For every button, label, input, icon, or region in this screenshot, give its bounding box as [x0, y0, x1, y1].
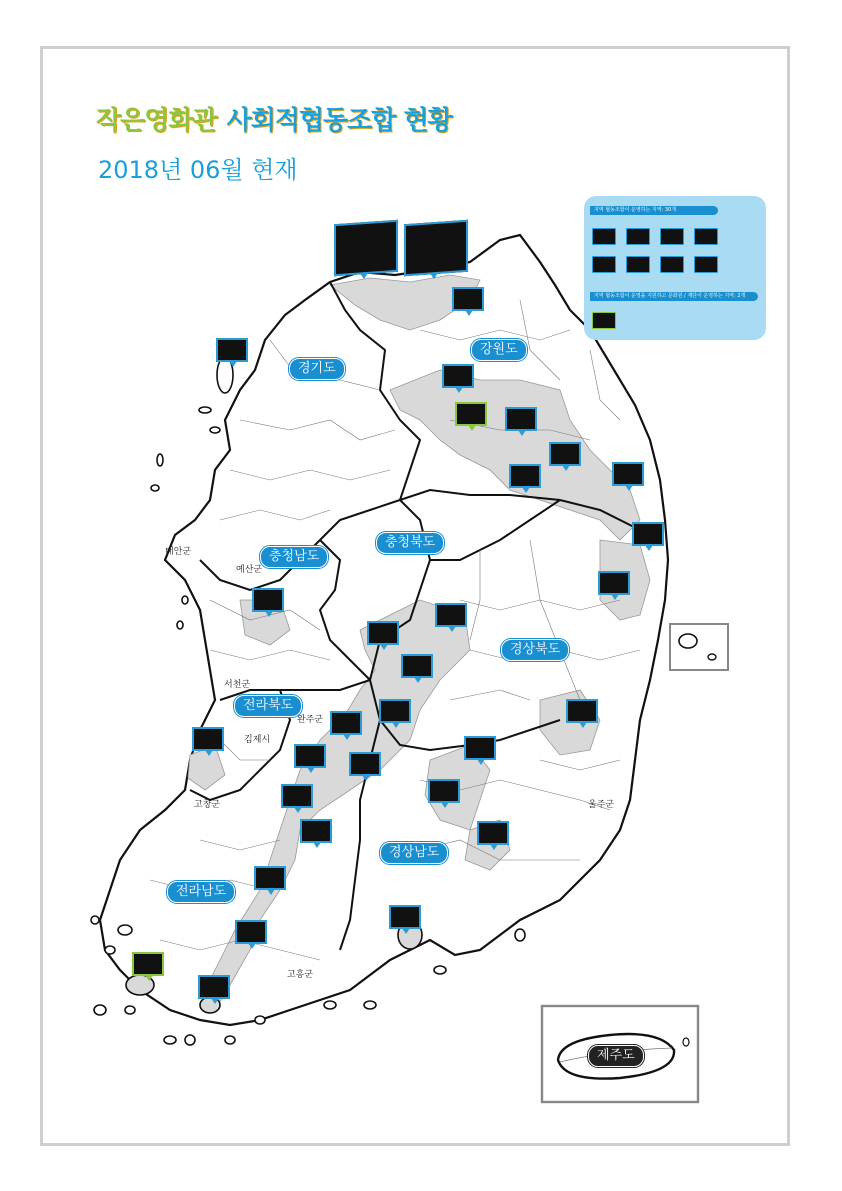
cinema-marker[interactable] — [294, 744, 326, 768]
title-part2: 사회적협동조합 현황 — [226, 106, 452, 136]
ulleungdo-inset — [670, 624, 728, 670]
map-legend — [584, 196, 766, 340]
cinema-marker[interactable] — [330, 711, 362, 735]
county-yesan: 예산군 — [236, 565, 263, 575]
label-jeonbuk: 전라북도 — [234, 695, 302, 717]
cinema-marker[interactable] — [367, 621, 399, 645]
label-gyeongbuk: 경상북도 — [501, 639, 569, 661]
legend-line-2: 지역 협동조합이 운영을 지원하고 문화원 / 재단이 운영하는 지역: 2개 — [590, 292, 758, 301]
label-gangwon: 강원도 — [471, 339, 527, 361]
cinema-marker-supported[interactable] — [455, 402, 487, 426]
label-jeonnam: 전라남도 — [167, 881, 235, 903]
cinema-marker[interactable] — [334, 220, 398, 276]
cinema-marker[interactable] — [379, 699, 411, 723]
cinema-marker[interactable] — [428, 779, 460, 803]
cinema-marker[interactable] — [198, 975, 230, 999]
legend-marker-icon — [626, 228, 650, 245]
cinema-marker[interactable] — [300, 819, 332, 843]
label-chungbuk: 충청북도 — [376, 532, 444, 554]
cinema-marker[interactable] — [252, 588, 284, 612]
cinema-marker[interactable] — [349, 752, 381, 776]
cinema-marker[interactable] — [612, 462, 644, 486]
legend-line-1: 지역 협동조합이 운영하는 지역: 30개 — [590, 206, 718, 215]
legend-marker-green-icon — [592, 312, 616, 329]
cinema-marker[interactable] — [598, 571, 630, 595]
label-gyeongnam: 경상남도 — [380, 842, 448, 864]
county-seocheon: 서천군 — [224, 680, 251, 690]
cinema-marker-supported[interactable] — [132, 952, 164, 976]
cinema-marker[interactable] — [254, 866, 286, 890]
cinema-marker[interactable] — [192, 727, 224, 751]
county-goheung: 고흥군 — [287, 970, 314, 980]
cinema-marker[interactable] — [401, 654, 433, 678]
cinema-marker[interactable] — [549, 442, 581, 466]
cinema-marker[interactable] — [632, 522, 664, 546]
cinema-marker[interactable] — [389, 905, 421, 929]
label-gyeonggi: 경기도 — [289, 358, 345, 380]
county-ulju: 울주군 — [588, 800, 615, 810]
county-gochang: 고창군 — [194, 800, 221, 810]
cinema-marker[interactable] — [477, 821, 509, 845]
legend-marker-icon — [592, 228, 616, 245]
cinema-marker[interactable] — [452, 287, 484, 311]
legend-marker-icon — [660, 228, 684, 245]
cinema-marker[interactable] — [509, 464, 541, 488]
cinema-marker[interactable] — [404, 220, 468, 276]
legend-marker-icon — [694, 256, 718, 273]
label-jeju: 제주도 — [588, 1045, 644, 1067]
cinema-marker[interactable] — [435, 603, 467, 627]
cinema-marker[interactable] — [281, 784, 313, 808]
legend-marker-icon — [626, 256, 650, 273]
cinema-marker[interactable] — [505, 407, 537, 431]
label-chungnam: 충청남도 — [260, 546, 328, 568]
cinema-marker[interactable] — [442, 364, 474, 388]
title-part1: 작은영화관 — [96, 106, 217, 136]
county-gimje: 김제시 — [244, 735, 271, 745]
cinema-marker[interactable] — [464, 736, 496, 760]
legend-marker-icon — [660, 256, 684, 273]
cinema-marker[interactable] — [235, 920, 267, 944]
cinema-marker[interactable] — [566, 699, 598, 723]
page-date: 2018년 06월 현재 — [98, 156, 298, 184]
legend-marker-icon — [694, 228, 718, 245]
legend-marker-icon — [592, 256, 616, 273]
cinema-marker[interactable] — [216, 338, 248, 362]
county-taean: 태안군 — [165, 547, 192, 557]
county-wanju: 완주군 — [297, 715, 324, 725]
